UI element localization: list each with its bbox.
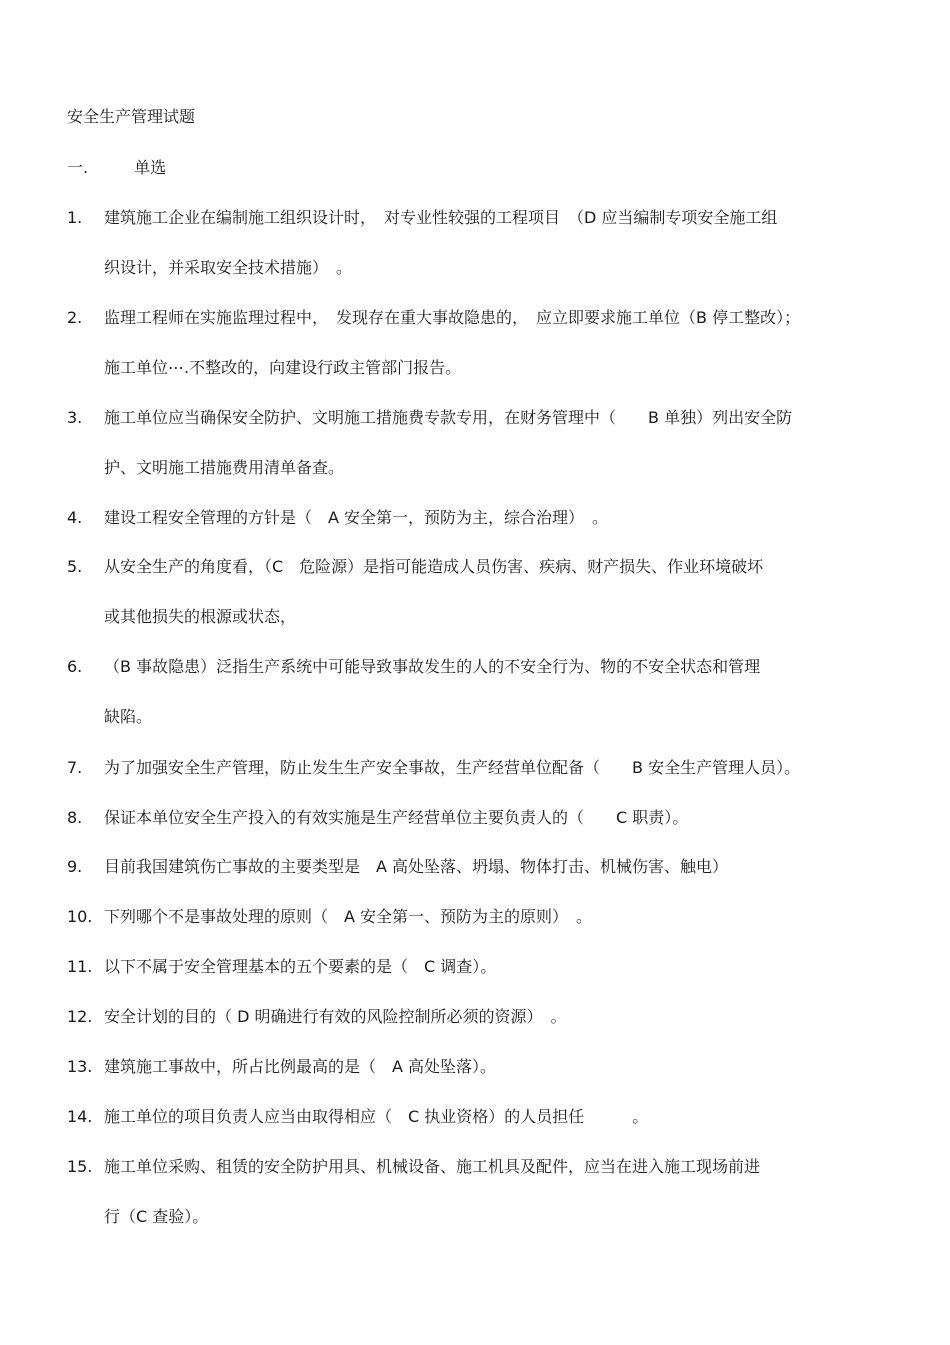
document-title: 安全生产管理试题 (67, 107, 196, 126)
section-number: 一. (67, 158, 89, 177)
question-text: 保证本单位安全生产投入的有效实施是生产经营单位主要负责人的（ C 职责）。 (104, 808, 689, 827)
question-text: 为了加强安全生产管理，防止发生生产安全事故，生产经营单位配备（ B 安全生产管理人员）。 (104, 758, 801, 777)
question-text: 目前我国建筑伤亡事故的主要类型是 A 高处坠落、坍塌、物体打击、机械伤害、触电） (104, 857, 729, 876)
question-text: 建筑施工企业在编制施工组织设计时， 对专业性较强的工程项目 （D 应当编制专项安全施工组 (104, 208, 778, 227)
question-text: 以下不属于安全管理基本的五个要素的是（ C 调查）。 (104, 957, 497, 976)
question-number: 10. (67, 907, 93, 926)
question-number: 1. (67, 208, 83, 227)
question-number: 9. (67, 857, 83, 876)
question-text: 下列哪个不是事故处理的原则（ A 安全第一、预防为主的原则） 。 (104, 907, 593, 926)
question-text: 施工单位采购、租赁的安全防护用具、机械设备、施工机具及配件，应当在进入施工现场前进 (104, 1157, 761, 1176)
section-label: 单选 (134, 158, 167, 177)
question-number: 14. (67, 1107, 93, 1126)
question-number: 7. (67, 758, 83, 777)
question-number: 8. (67, 808, 83, 827)
question-text-continued: 织设计，并采取安全技术措施） 。 (104, 258, 353, 277)
question-text: 从安全生产的角度看，（C 危险源）是指可能造成人员伤害、疾病、财产损失、作业环境破坏 (104, 557, 764, 576)
section-heading (67, 156, 166, 180)
question-text-continued: 或其他损失的根源或状态， (104, 607, 297, 626)
question-number: 5. (67, 557, 83, 576)
question-text-continued: 施工单位⋯.不整改的，向建设行政主管部门报告。 (104, 358, 462, 377)
question-number: 15. (67, 1157, 93, 1176)
question-text: 建设工程安全管理的方针是（ A 安全第一，预防为主，综合治理） 。 (104, 508, 609, 527)
question-text: 建筑施工事故中，所占比例最高的是（ A 高处坠落）。 (104, 1057, 497, 1076)
question-text: 监理工程师在实施监理过程中， 发现存在重大事故隐患的， 应立即要求施工单位（B 停工整改）； (104, 308, 801, 327)
question-text: （B 事故隐患）泛指生产系统中可能导致事故发生的人的不安全行为、物的不安全状态和管理 (104, 657, 761, 676)
question-text: 施工单位的项目负责人应当由取得相应（ C 执业资格）的人员担任 。 (104, 1107, 649, 1126)
question-number: 6. (67, 657, 83, 676)
question-number: 12. (67, 1007, 93, 1026)
question-text-continued: 护、文明施工措施费用清单备查。 (104, 458, 345, 477)
question-number: 2. (67, 308, 83, 327)
question-number: 13. (67, 1057, 93, 1076)
question-text-continued: 缺陷。 (104, 707, 153, 726)
question-text-continued: 行（C 查验）。 (104, 1207, 209, 1226)
question-text: 安全计划的目的（ D 明确进行有效的风险控制所必须的资源） 。 (104, 1007, 567, 1026)
question-number: 4. (67, 508, 83, 527)
question-number: 11. (67, 957, 93, 976)
question-text: 施工单位应当确保安全防护、文明施工措施费专款专用，在财务管理中（ B 单独）列出安全防 (104, 408, 793, 427)
question-number: 3. (67, 408, 83, 427)
